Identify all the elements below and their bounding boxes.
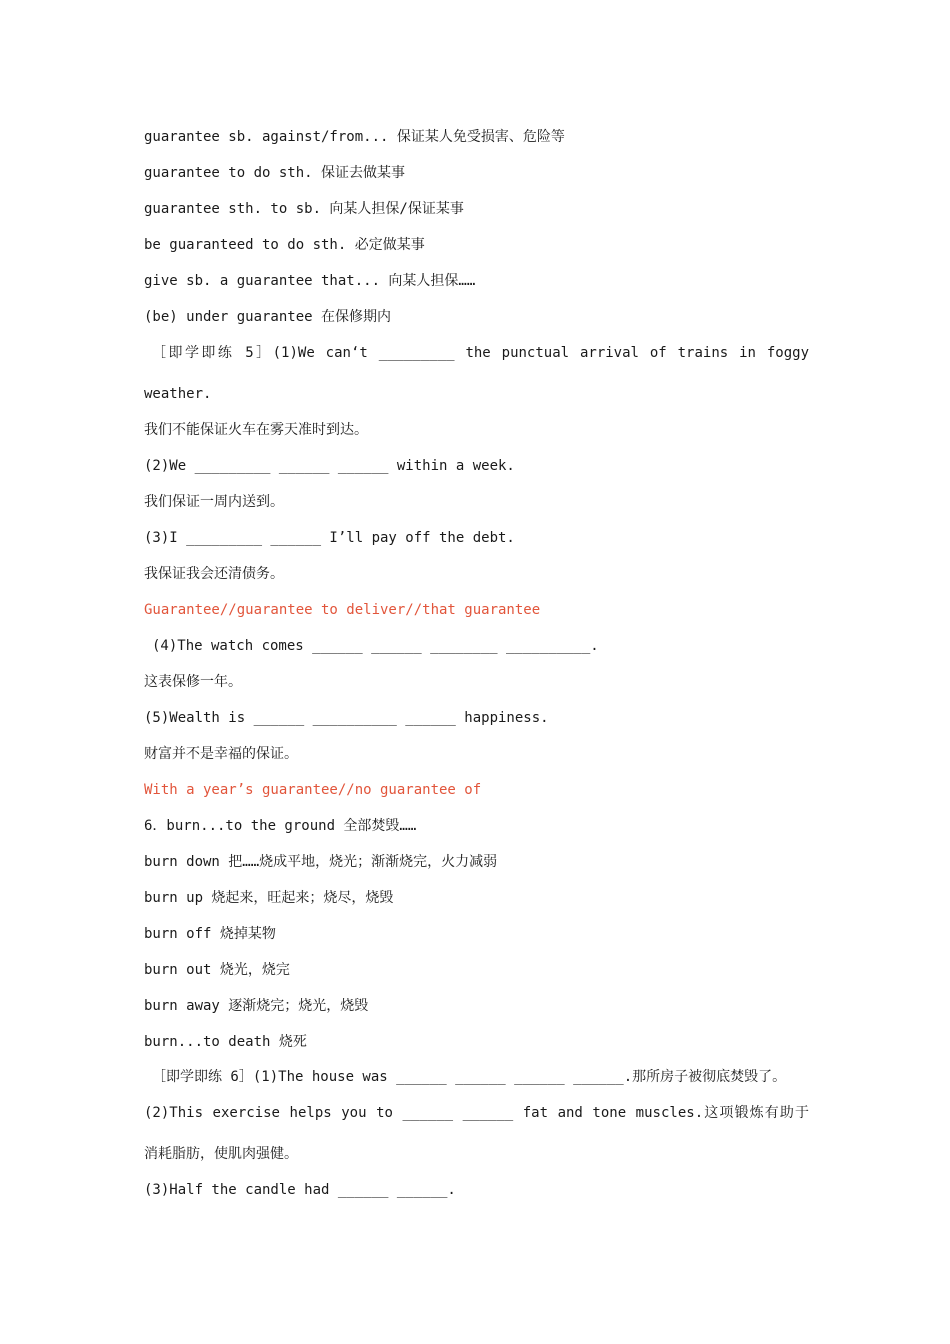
- exercise-5-answer-1: Guarantee//guarantee to deliver//that guarantee: [144, 602, 541, 618]
- exercise-5-question-1-continued: weather.: [144, 386, 212, 402]
- phrase-burn-down: burn down 把……烧成平地，烧光；渐渐烧完，火力减弱: [144, 854, 498, 870]
- exercise-6-question-2-continued: 消耗脂肪，使肌肉强健。: [144, 1146, 298, 1162]
- phrase-burn-away: burn away 逐渐烧完；烧光，烧毁: [144, 998, 369, 1014]
- phrase-burn-out: burn out 烧光，烧完: [144, 962, 290, 978]
- phrase-burn-to-death: burn...to death 烧死: [144, 1034, 307, 1050]
- phrase-guarantee-sth-to-sb: guarantee sth. to sb. 向某人担保/保证某事: [144, 201, 464, 217]
- exercise-5-translation-2: 我们保证一周内送到。: [144, 494, 284, 510]
- exercise-5-question-3: (3)I _________ ______ I’ll pay off the debt.: [144, 530, 515, 546]
- phrase-under-guarantee: (be) under guarantee 在保修期内: [144, 309, 392, 325]
- exercise-5-translation-3: 我保证我会还清债务。: [144, 566, 284, 582]
- phrase-be-guaranteed: be guaranteed to do sth. 必定做某事: [144, 237, 425, 253]
- exercise-5-question-2: (2)We _________ ______ ______ within a week.: [144, 458, 515, 474]
- exercise-5-question-5: (5)Wealth is ______ __________ ______ happiness.: [144, 710, 549, 726]
- exercise-5-question-1: ［即学即练 5］(1)We can‘t _________ the punctual arrival of trains in foggy: [152, 345, 809, 361]
- phrase-give-guarantee: give sb. a guarantee that... 向某人担保……: [144, 273, 476, 289]
- phrase-guarantee-to-do: guarantee to do sth. 保证去做某事: [144, 165, 406, 181]
- exercise-5-answer-2: With a year’s guarantee//no guarantee of: [144, 782, 482, 798]
- section-6-heading: 6．burn...to the ground 全部焚毁……: [144, 818, 417, 834]
- exercise-5-translation-5: 财富并不是幸福的保证。: [144, 746, 298, 762]
- exercise-6-question-1: ［即学即练 6］(1)The house was ______ ______ ______ ______.那所房子被彻底焚毁了。: [152, 1069, 787, 1085]
- phrase-guarantee-against: guarantee sb. against/from... 保证某人免受损害、危险等: [144, 129, 565, 145]
- exercise-6-question-2: (2)This exercise helps you to ______ ______ fat and tone muscles.这项锻炼有助于: [144, 1105, 809, 1121]
- exercise-5-question-4: (4)The watch comes ______ ______ ________ __________.: [152, 638, 599, 654]
- exercise-6-question-3: (3)Half the candle had ______ ______.: [144, 1182, 456, 1198]
- phrase-burn-up: burn up 烧起来，旺起来；烧尽，烧毁: [144, 890, 394, 906]
- exercise-5-translation-4: 这表保修一年。: [144, 674, 242, 690]
- exercise-5-translation-1: 我们不能保证火车在雾天准时到达。: [144, 422, 368, 438]
- phrase-burn-off: burn off 烧掉某物: [144, 926, 276, 942]
